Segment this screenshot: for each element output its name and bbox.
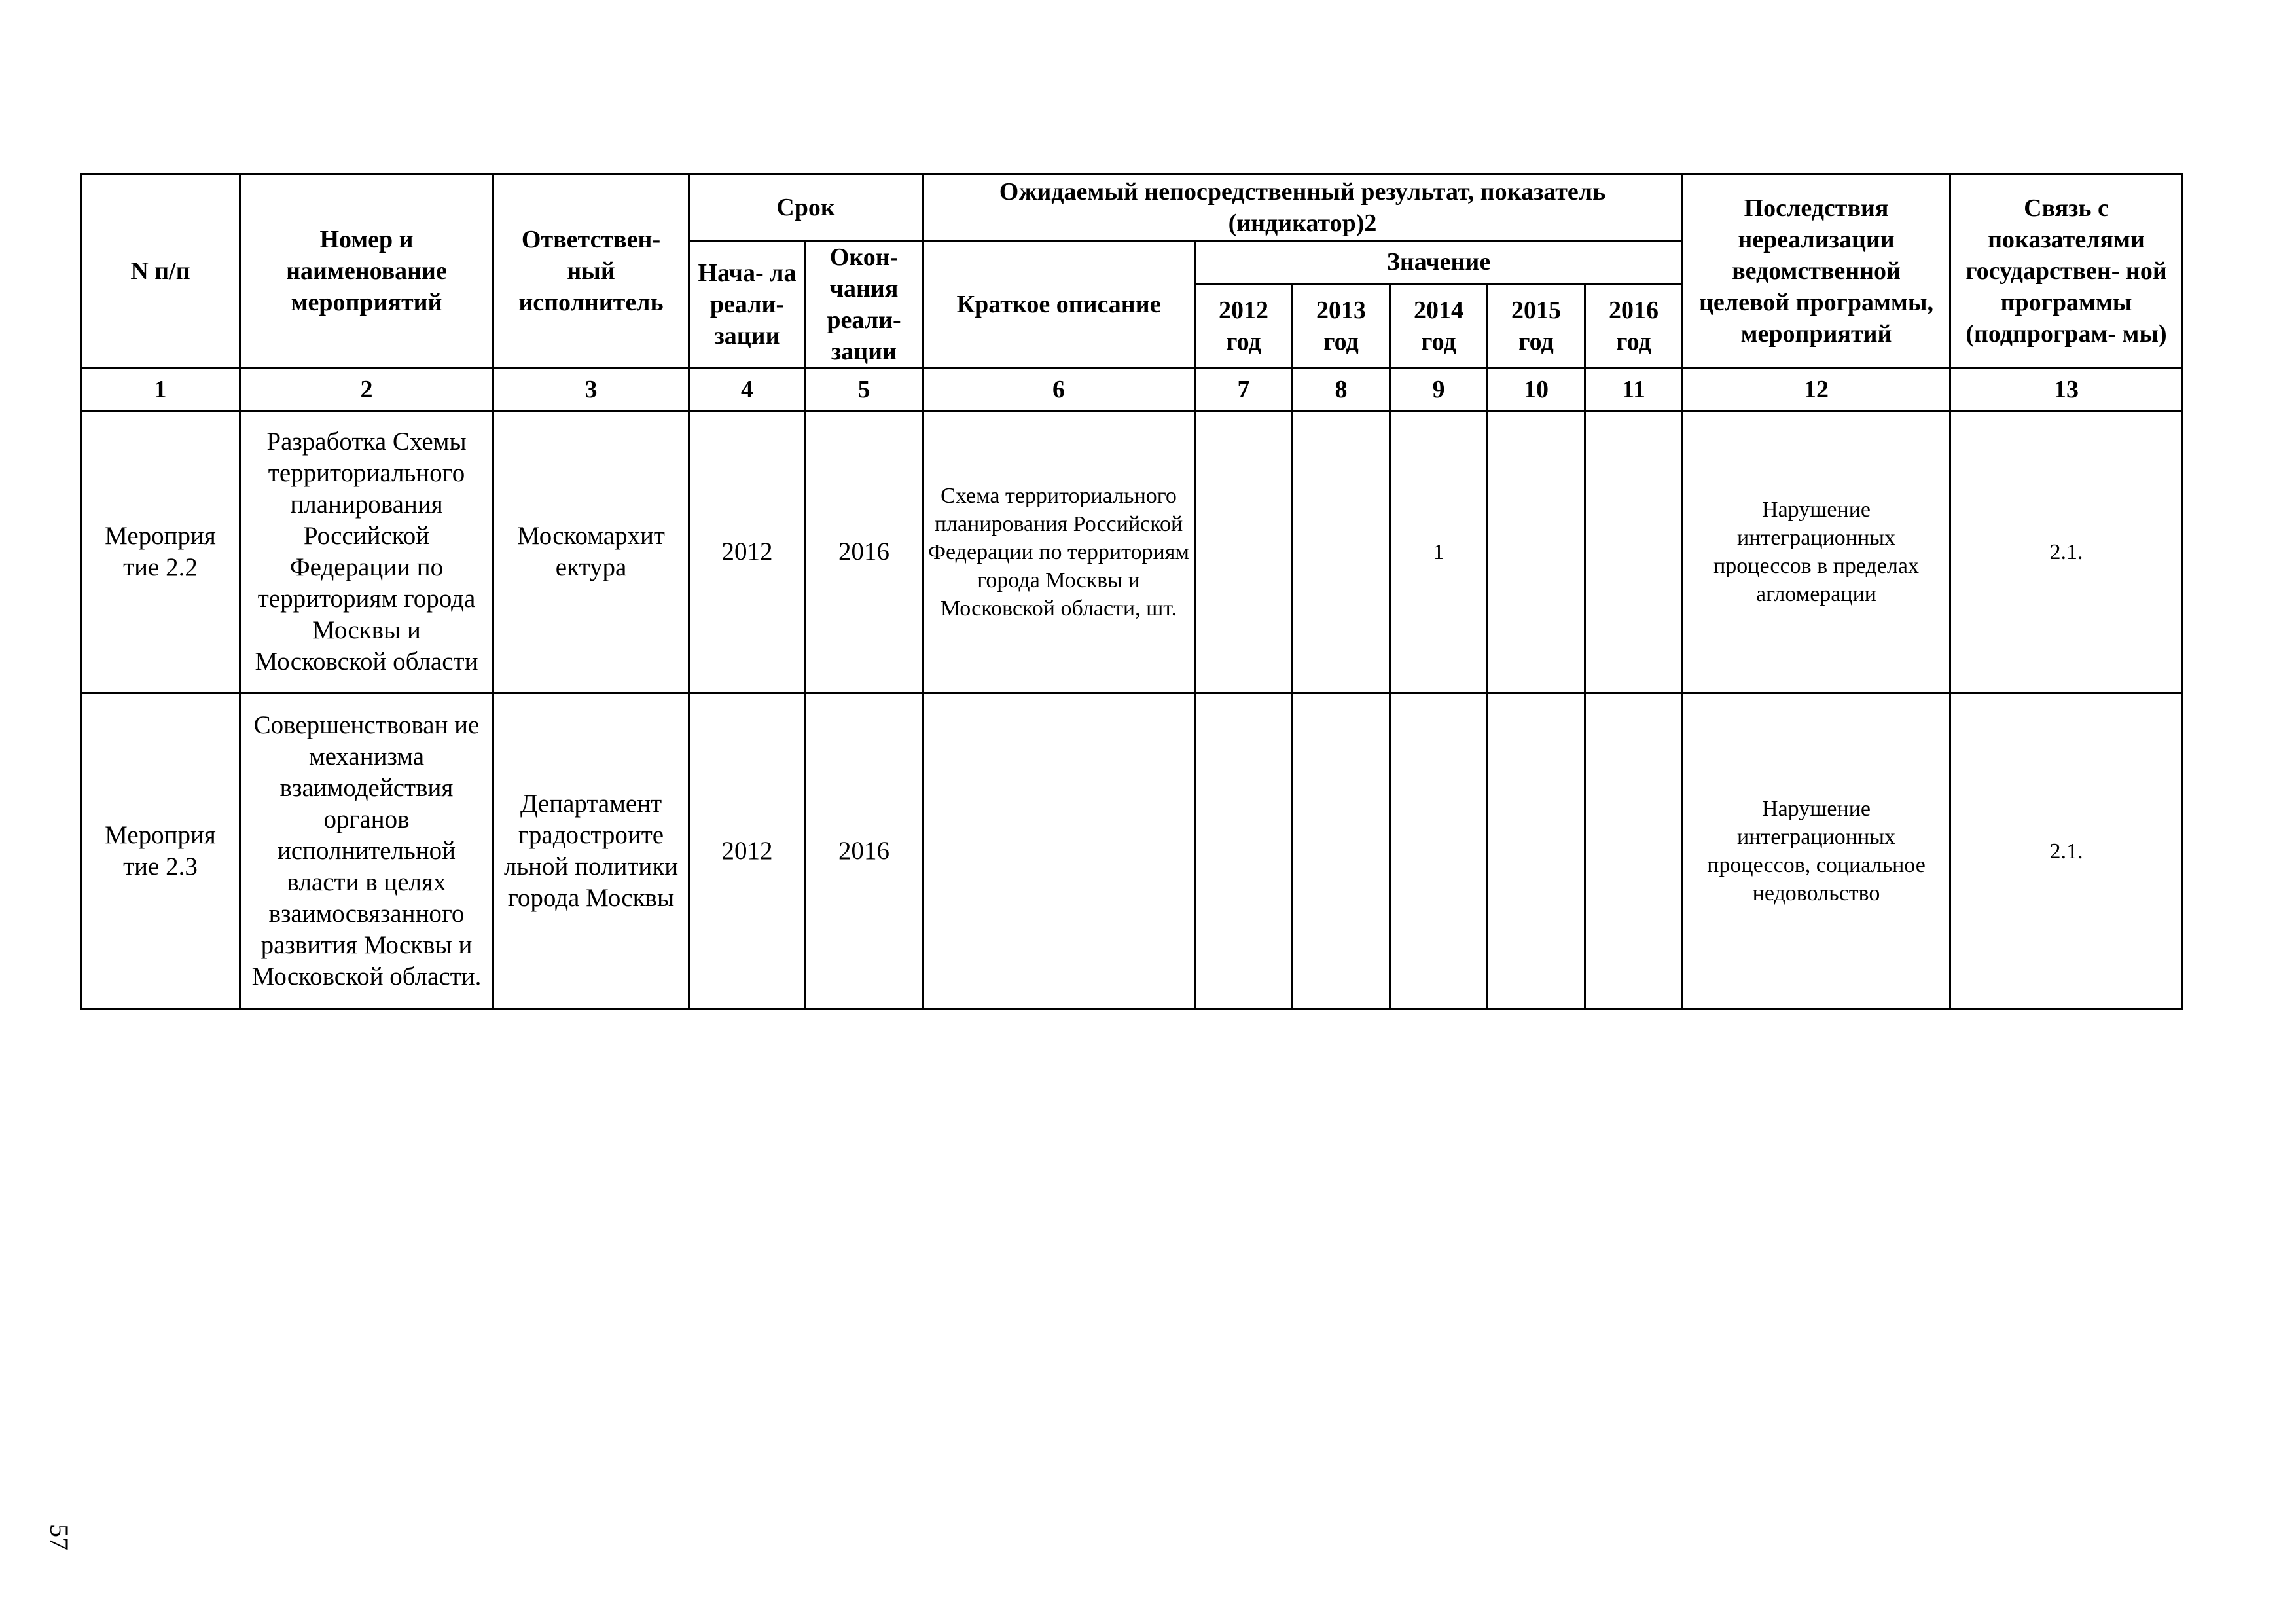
header-row-1 bbox=[81, 174, 2183, 241]
column-number: 3 bbox=[493, 369, 689, 411]
header-value: Значение bbox=[1195, 241, 1683, 284]
header-start: Нача- ла реали- зации bbox=[689, 241, 806, 369]
end-year: 2016 bbox=[806, 693, 923, 1010]
program-link: 2.1. bbox=[1950, 693, 2183, 1010]
value-2013 bbox=[1293, 693, 1390, 1010]
page-number: 57 bbox=[45, 1524, 74, 1550]
value-2014: 1 bbox=[1390, 411, 1488, 693]
value-2016 bbox=[1585, 411, 1683, 693]
result-description: Схема территориального планирования Российской Федерации по территориям города Москвы и Московской области, шт. bbox=[923, 411, 1195, 693]
header-link: Связь с показателями государствен- ной программы (подпрограм- мы) bbox=[1950, 174, 2183, 369]
header-year-2012: 2012 год bbox=[1195, 283, 1293, 368]
header-year-2016: 2016 год bbox=[1585, 283, 1683, 368]
program-link: 2.1. bbox=[1950, 411, 2183, 693]
value-2015 bbox=[1488, 693, 1585, 1010]
table-row bbox=[81, 693, 2183, 1010]
row-number: Мероприя тие 2.3 bbox=[81, 693, 240, 1010]
column-number: 4 bbox=[689, 369, 806, 411]
start-year: 2012 bbox=[689, 411, 806, 693]
consequences: Нарушение интеграционных процессов в пределах агломерации bbox=[1683, 411, 1950, 693]
column-number: 11 bbox=[1585, 369, 1683, 411]
measure-name: Совершенствован ие механизма взаимодействия органов исполнительной власти в целях взаимосвязанного развития Москвы и Московской области. bbox=[240, 693, 493, 1010]
value-2014 bbox=[1390, 693, 1488, 1010]
value-2016 bbox=[1585, 693, 1683, 1010]
column-number: 12 bbox=[1683, 369, 1950, 411]
value-2015 bbox=[1488, 411, 1585, 693]
row-number: Мероприя тие 2.2 bbox=[81, 411, 240, 693]
column-number: 10 bbox=[1488, 369, 1585, 411]
header-executor: Ответствен- ный исполнитель bbox=[493, 174, 689, 369]
value-2012 bbox=[1195, 411, 1293, 693]
header-num: N п/п bbox=[81, 174, 240, 369]
consequences: Нарушение интеграционных процессов, социальное недовольство bbox=[1683, 693, 1950, 1010]
end-year: 2016 bbox=[806, 411, 923, 693]
header-name: Номер и наименование мероприятий bbox=[240, 174, 493, 369]
column-number: 2 bbox=[240, 369, 493, 411]
header-year-2014: 2014 год bbox=[1390, 283, 1488, 368]
executor: Департамент градостроите льной политики города Москвы bbox=[493, 693, 689, 1010]
executor: Москомархит ектура bbox=[493, 411, 689, 693]
header-result: Ожидаемый непосредственный результат, показатель (индикатор)2 bbox=[923, 174, 1683, 241]
column-number-row bbox=[81, 369, 2183, 411]
column-number: 7 bbox=[1195, 369, 1293, 411]
program-measures-table bbox=[80, 173, 2183, 1010]
table-row bbox=[81, 411, 2183, 693]
header-term: Срок bbox=[689, 174, 923, 241]
value-2012 bbox=[1195, 693, 1293, 1010]
column-number: 9 bbox=[1390, 369, 1488, 411]
header-year-2015: 2015 год bbox=[1488, 283, 1585, 368]
header-description: Краткое описание bbox=[923, 241, 1195, 369]
start-year: 2012 bbox=[689, 693, 806, 1010]
column-number: 6 bbox=[923, 369, 1195, 411]
column-number: 13 bbox=[1950, 369, 2183, 411]
column-number: 8 bbox=[1293, 369, 1390, 411]
measure-name: Разработка Схемы территориального планирования Российской Федерации по территориям города Москвы и Московской области bbox=[240, 411, 493, 693]
value-2013 bbox=[1293, 411, 1390, 693]
column-number: 1 bbox=[81, 369, 240, 411]
result-description bbox=[923, 693, 1195, 1010]
header-year-2013: 2013 год bbox=[1293, 283, 1390, 368]
column-number: 5 bbox=[806, 369, 923, 411]
header-end: Окон- чания реали- зации bbox=[806, 241, 923, 369]
header-consequences: Последствия нереализации ведомственной целевой программы, мероприятий bbox=[1683, 174, 1950, 369]
